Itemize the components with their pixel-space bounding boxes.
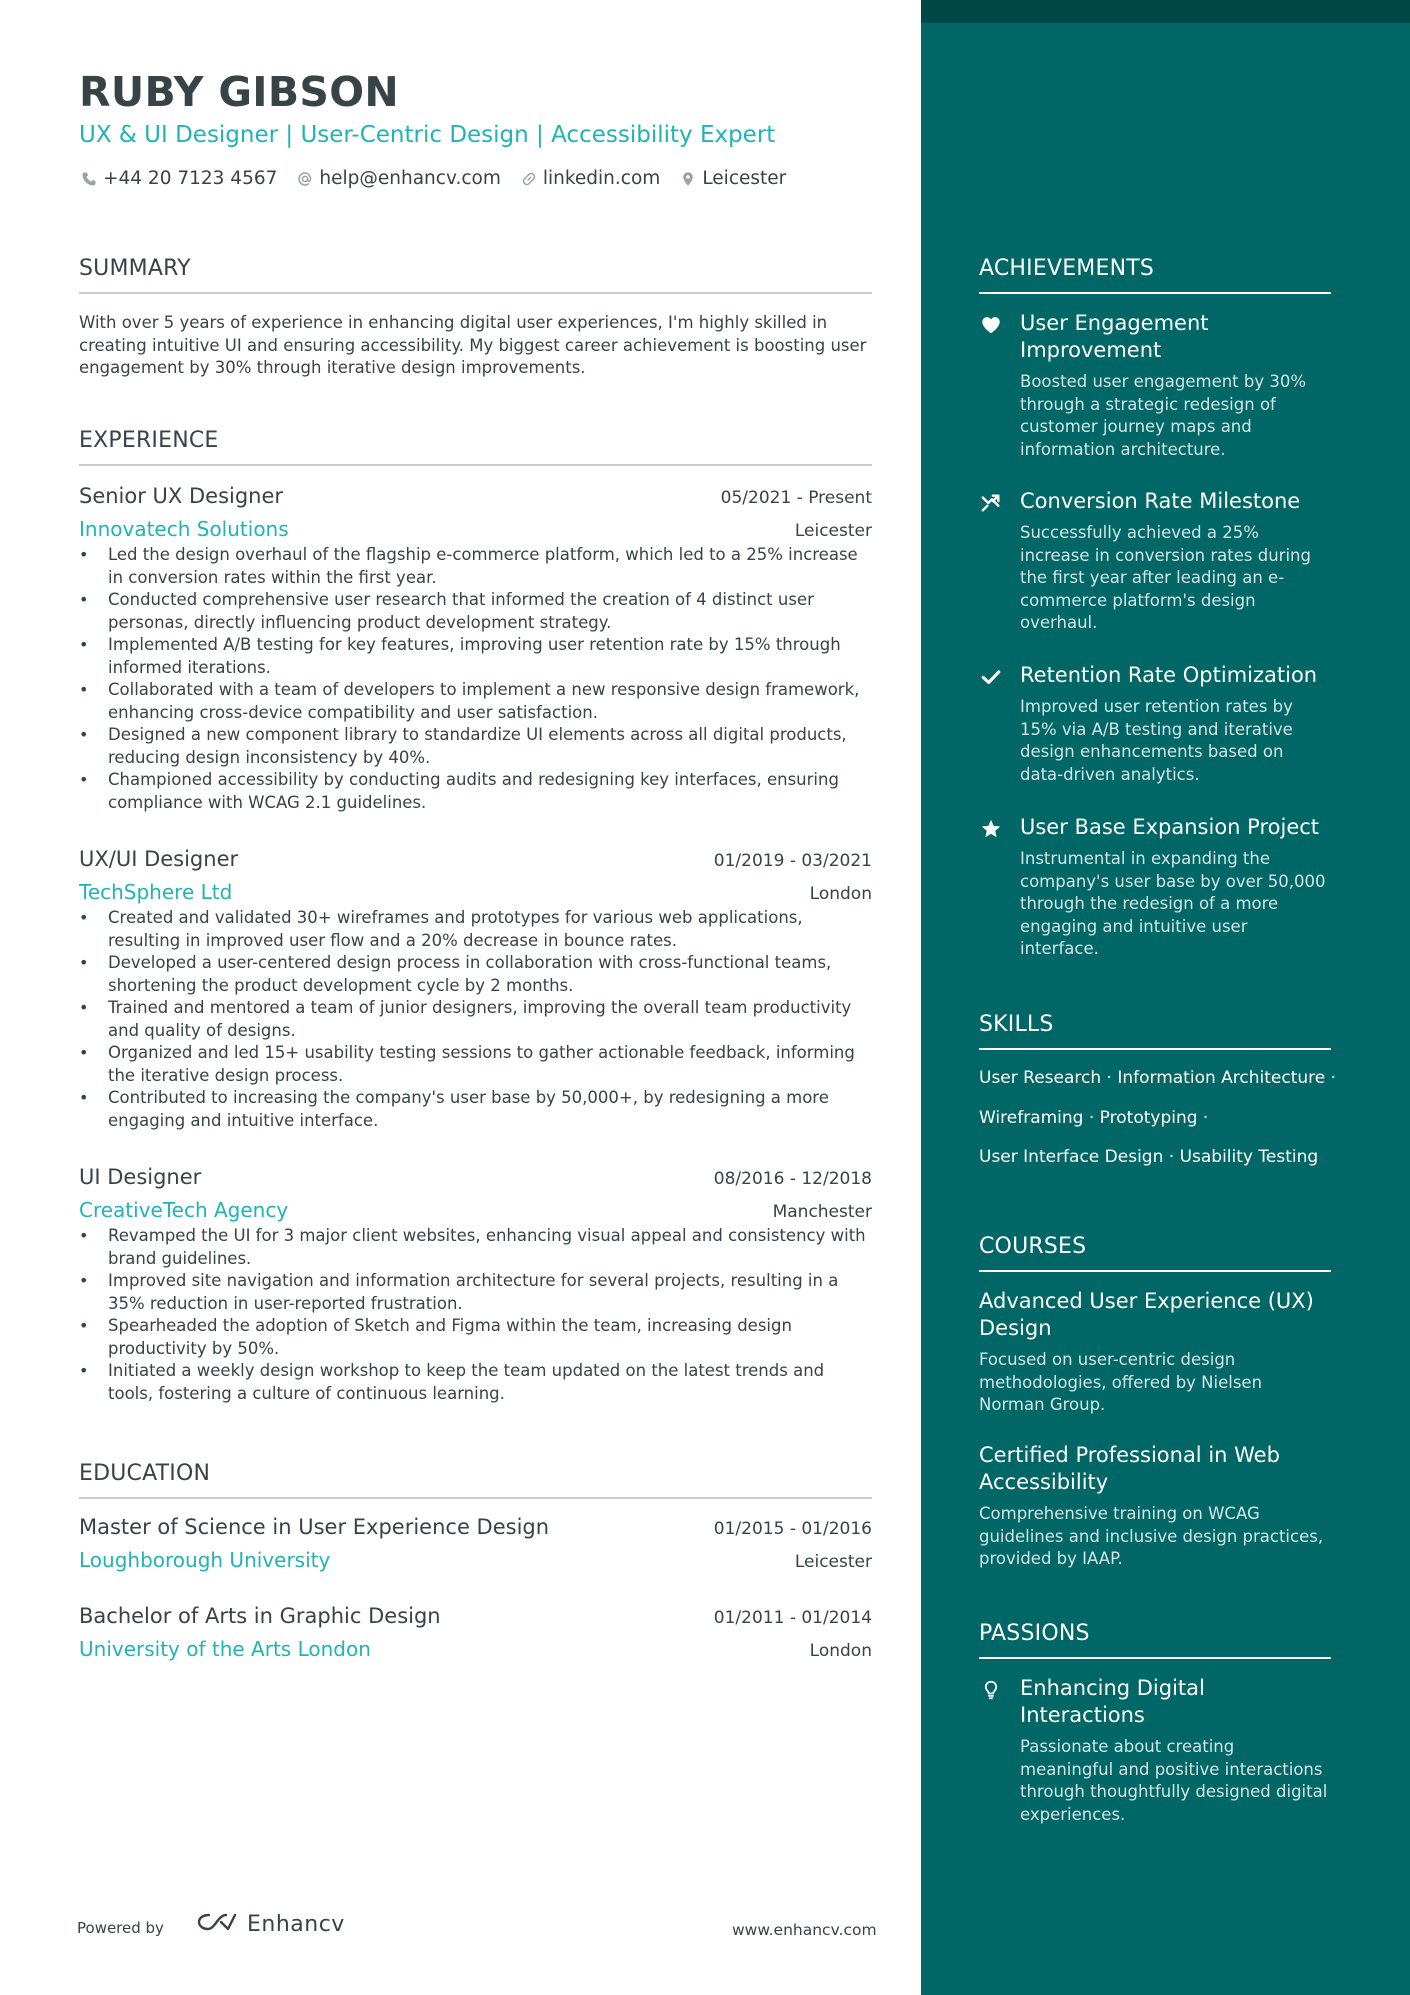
- bullet-item: • Initiated a weekly design workshop to keep the team updated on the latest trends and tools, fostering a culture of continuous learning.: [79, 1360, 872, 1405]
- education-location: Leicester: [794, 1552, 872, 1572]
- star-icon: [979, 817, 1003, 841]
- bullet-item: • Improved site navigation and information architecture for several projects, resulting in a 35% reduction in user-reported frustration.: [79, 1270, 872, 1315]
- job-bullets: [79, 544, 872, 814]
- bullet-item: • Developed a user-centered design process in collaboration with cross-functional teams, shortening the product development cycle by 2 months.: [79, 952, 872, 997]
- skills-line: User Research · Information Architecture ·: [979, 1068, 1337, 1088]
- company-name[interactable]: TechSphere Ltd: [79, 880, 233, 904]
- job-dates: 01/2019 - 03/2021: [713, 851, 872, 871]
- contact-location: [678, 168, 786, 189]
- passion-title: Enhancing Digital Interactions: [1020, 1676, 1205, 1727]
- bullet-item: • Contributed to increasing the company's user base by 50,000+, by redesigning a more engaging and intuitive interface.: [79, 1087, 872, 1132]
- achievement-item: [979, 310, 1331, 461]
- company-name[interactable]: Innovatech Solutions: [79, 517, 289, 541]
- education-heading: EDUCATION: [79, 1461, 872, 1499]
- bullet-item: • Spearheaded the adoption of Sketch and Figma within the team, increasing design productivity by 50%.: [79, 1315, 872, 1360]
- degree-title: Master of Science in User Experience Design: [79, 1515, 550, 1539]
- phone-text: +44 20 7123 4567: [103, 168, 278, 189]
- degree-title: Bachelor of Arts in Graphic Design: [79, 1604, 441, 1628]
- bullet-item: • Championed accessibility by conducting audits and redesigning key interfaces, ensuring compliance with WCAG 2.1 guidelines.: [79, 769, 872, 814]
- achievement-title: Retention Rate Optimization: [1020, 663, 1318, 687]
- trend-arrow-icon: [979, 491, 1003, 515]
- contact-bar: [79, 168, 804, 189]
- bullet-item: • Implemented A/B testing for key features, improving user retention rate by 15% through informed iterations.: [79, 634, 872, 679]
- checkmark-icon: [979, 665, 1003, 689]
- course-item: [979, 1288, 1331, 1417]
- enhancv-logo-text: Enhancv: [247, 1911, 345, 1937]
- job-dates: 08/2016 - 12/2018: [713, 1169, 872, 1189]
- bullet-item: • Trained and mentored a team of junior designers, improving the overall team productivity and quality of designs.: [79, 997, 872, 1042]
- bullet-item: • Conducted comprehensive user research that informed the creation of 4 distinct user personas, directly influencing product development strategy.: [79, 589, 872, 634]
- bullet-item: • Collaborated with a team of developers to implement a new responsive design framework, enhancing cross-device compatibility and user satisfaction.: [79, 679, 872, 724]
- location-text: Leicester: [702, 168, 787, 189]
- bullet-item: • Led the design overhaul of the flagship e-commerce platform, which led to a 25% increase in conversion rates within the first year.: [79, 544, 872, 589]
- experience-entry: [79, 1165, 872, 1405]
- education-dates: 01/2015 - 01/2016: [713, 1519, 872, 1539]
- education-location: London: [809, 1641, 872, 1661]
- summary-text: With over 5 years of experience in enhancing digital user experiences, I'm highly skilled in creating intuitive UI and ensuring accessibility. My biggest career achievement is boosting user engagement by 30% through iterative design improvements.: [79, 313, 867, 377]
- job-dates: 05/2021 - Present: [720, 488, 872, 508]
- education-entry: [79, 1604, 872, 1661]
- bullet-item: • Revamped the UI for 3 major client websites, enhancing visual appeal and consistency with brand guidelines.: [79, 1225, 872, 1270]
- achievement-title: User Engagement Improvement: [1020, 311, 1209, 362]
- contact-email[interactable]: [295, 168, 500, 189]
- course-description: Comprehensive training on WCAG guidelines and inclusive design practices, provided by IAAP.: [979, 1504, 1324, 1568]
- experience-heading: EXPERIENCE: [79, 428, 872, 466]
- course-description: Focused on user-centric design methodologies, offered by Nielsen Norman Group.: [979, 1350, 1263, 1414]
- experience-entry: [79, 484, 872, 814]
- achievement-item: [979, 662, 1331, 786]
- achievement-description: Boosted user engagement by 30% through a strategic redesign of customer journey maps and information architecture.: [1020, 372, 1307, 459]
- link-text: linkedin.com: [542, 168, 661, 189]
- at-sign-icon: [295, 169, 315, 189]
- skills-line: Wireframing · Prototyping ·: [979, 1107, 1209, 1128]
- achievement-title: Conversion Rate Milestone: [1020, 489, 1301, 513]
- footer-website-link[interactable]: www.enhancv.com: [732, 1921, 877, 1939]
- course-item: [979, 1442, 1331, 1571]
- job-title: UX/UI Designer: [79, 847, 239, 871]
- achievement-title: User Base Expansion Project: [1020, 815, 1320, 839]
- candidate-name: RUBY GIBSON: [79, 68, 399, 116]
- experience-entry: [79, 847, 872, 1132]
- lightbulb-icon: [979, 1678, 1003, 1702]
- job-bullets: [79, 907, 872, 1132]
- achievements-heading: ACHIEVEMENTS: [979, 256, 1331, 294]
- enhancv-logo-icon: [195, 1910, 239, 1938]
- headline: UX & UI Designer | User-Centric Design | Accessibility Expert: [79, 122, 776, 148]
- heart-icon: [979, 313, 1003, 337]
- achievement-item: [979, 488, 1331, 635]
- passion-description: Passionate about creating meaningful and positive interactions through thoughtfully designed digital experiences.: [1020, 1737, 1328, 1824]
- job-location: Manchester: [772, 1202, 872, 1222]
- education-dates: 01/2011 - 01/2014: [713, 1608, 872, 1628]
- passions-heading: PASSIONS: [979, 1621, 1331, 1659]
- passion-item: [979, 1675, 1331, 1826]
- bullet-item: • Created and validated 30+ wireframes and prototypes for various web applications, resulting in improved user flow and a 20% decrease in bounce rates.: [79, 907, 872, 952]
- link-icon: [519, 169, 539, 189]
- contact-link[interactable]: [519, 168, 660, 189]
- job-location: Leicester: [794, 521, 872, 541]
- contact-phone[interactable]: [79, 168, 277, 189]
- job-title: UI Designer: [79, 1165, 202, 1189]
- school-name[interactable]: Loughborough University: [79, 1548, 331, 1572]
- bullet-item: • Designed a new component library to standardize UI elements across all digital products, reducing design inconsistency by 40%.: [79, 724, 872, 769]
- bullet-item: • Organized and led 15+ usability testing sessions to gather actionable feedback, informing the iterative design process.: [79, 1042, 872, 1087]
- job-bullets: [79, 1225, 872, 1405]
- education-entry: [79, 1515, 872, 1572]
- school-name[interactable]: University of the Arts London: [79, 1637, 371, 1661]
- skills-heading: SKILLS: [979, 1012, 1331, 1050]
- achievement-description: Improved user retention rates by 15% via A/B testing and iterative design enhancements based on data-driven analytics.: [1020, 697, 1293, 784]
- sidebar-top-bar: [921, 0, 1410, 23]
- powered-by-label: Powered by: [77, 1919, 164, 1937]
- achievement-item: [979, 814, 1331, 961]
- course-title: Advanced User Experience (UX) Design: [979, 1289, 1314, 1340]
- achievement-description: Instrumental in expanding the company's user base by over 50,000 through the redesign of a more engaging and intuitive user interface.: [1020, 849, 1326, 958]
- courses-heading: COURSES: [979, 1234, 1331, 1272]
- job-location: London: [809, 884, 872, 904]
- phone-icon: [79, 169, 99, 189]
- enhancv-logo[interactable]: [195, 1910, 345, 1938]
- course-title: Certified Professional in Web Accessibility: [979, 1443, 1280, 1494]
- summary-heading: SUMMARY: [79, 256, 872, 294]
- company-name[interactable]: CreativeTech Agency: [79, 1198, 289, 1222]
- skills-line: User Interface Design · Usability Testing: [979, 1147, 1319, 1167]
- achievement-description: Successfully achieved a 25% increase in conversion rates during the first year after leading an e-commerce platform's design overhaul.: [1020, 523, 1311, 632]
- skills-list: [979, 1068, 1349, 1187]
- location-pin-icon: [678, 169, 698, 189]
- email-text: help@enhancv.com: [319, 168, 501, 189]
- job-title: Senior UX Designer: [79, 484, 284, 508]
